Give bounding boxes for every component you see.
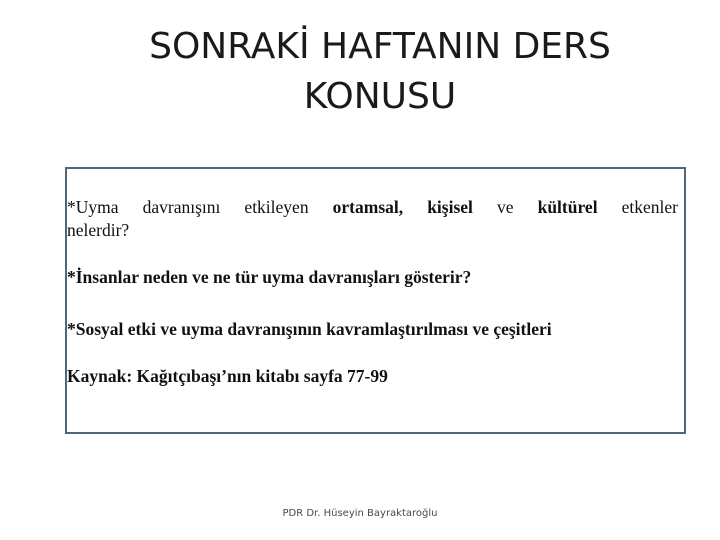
- topic-item-2: *İnsanlar neden ve ne tür uyma davranışları gösterir?: [67, 267, 472, 287]
- title-line-1: SONRAKİ HAFTANIN DERS: [149, 26, 611, 67]
- source-reference: Kaynak: Kağıtçıbaşı’nın kitabı sayfa 77-99: [67, 366, 388, 386]
- slide-footer: PDR Dr. Hüseyin Bayraktaroğlu: [282, 508, 438, 519]
- topic-item-1-text-c: etkenler: [597, 197, 678, 217]
- topic-item-1-text-b: ve: [472, 197, 538, 217]
- content-box: [65, 167, 686, 434]
- slide-title: [80, 22, 680, 122]
- topic-item-1-bold-a: ortamsal, kişisel: [332, 197, 473, 217]
- topic-item-1-bold-b: kültürel: [537, 197, 598, 217]
- topic-item-3: *Sosyal etki ve uyma davranışının kavramlaştırılması ve çeşitleri: [67, 319, 552, 339]
- title-line-2: KONUSU: [303, 76, 457, 117]
- topic-item-1-line-1: [67, 196, 678, 219]
- topic-item-1-text-a: *Uyma davranışını etkileyen: [67, 197, 333, 217]
- topic-item-1-line-2: nelerdir?: [67, 220, 130, 240]
- topic-item-1: [67, 196, 678, 242]
